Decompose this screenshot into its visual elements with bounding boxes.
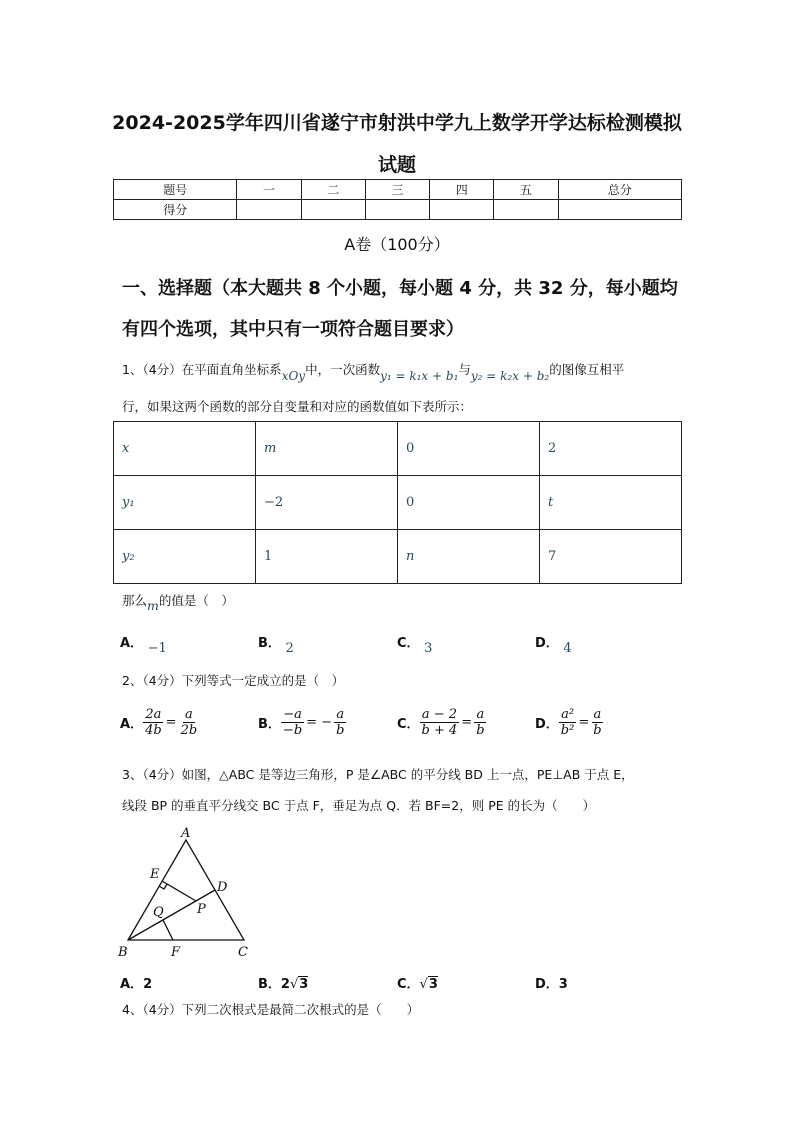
denominator: 4b (145, 723, 162, 738)
fraction (281, 707, 304, 738)
radicand: 3 (299, 977, 309, 992)
denominator: b² (560, 723, 575, 738)
q1-coord: xOy (281, 369, 306, 383)
score-cell: 四 (430, 180, 494, 200)
q1-function-1: y₁ = k₁x + b₁ (380, 369, 459, 383)
question-4-stem: 4、（4分）下列二次根式是最简二次根式的是（ ） (122, 1002, 420, 1017)
label-q: Q (153, 905, 164, 920)
label-c: C (238, 945, 248, 960)
table-cell: n (398, 530, 540, 584)
score-cell: 总分 (558, 180, 681, 200)
table-cell: −2 (256, 476, 398, 530)
sqrt-icon: √ (289, 977, 299, 992)
label-a: A (181, 826, 191, 841)
table-row (114, 476, 682, 530)
page-title: 2024-2025学年四川省遂宁市射洪中学九上数学开学达标检测模拟 (112, 112, 682, 134)
numerator: a (336, 707, 345, 722)
numerator: 2a (145, 707, 162, 722)
numerator: −a (283, 707, 302, 722)
fraction (334, 707, 346, 738)
radicand: 3 (428, 977, 438, 992)
option-coefficient: 2 (280, 977, 290, 992)
q3-triangle-figure (110, 822, 260, 962)
denominator: b (593, 723, 602, 738)
table-cell: m (256, 422, 398, 476)
score-cell: 一 (237, 180, 301, 200)
denominator: b (336, 723, 345, 738)
operator: = (461, 715, 473, 730)
q2-option-b[interactable] (258, 707, 346, 738)
numerator: a (593, 707, 602, 722)
option-label: A． (120, 636, 144, 651)
option-label: A． (120, 717, 144, 732)
fraction (179, 707, 200, 738)
score-value-row (114, 200, 682, 220)
q1-function-2: y₂ = k₂x + b₂ (470, 369, 550, 383)
q1-ask-suffix: 的值是（ ） (158, 593, 234, 608)
numerator: a (476, 707, 485, 722)
section-heading-line2: 有四个选项，其中只有一项符合题目要求） (122, 319, 464, 340)
option-value: 4 (563, 641, 572, 656)
question-2-stem: 2、（4分）下列等式一定成立的是（ ） (122, 673, 345, 688)
fraction (591, 707, 603, 738)
table-row (114, 422, 682, 476)
q1-mid1: 中，一次函数 (305, 362, 381, 377)
question-1-stem-line2: 行，如果这两个函数的部分自变量和对应的函数值如下表所示： (122, 399, 473, 414)
q1-value-table (113, 421, 682, 584)
score-cell: 五 (494, 180, 558, 200)
score-cell: 三 (365, 180, 429, 200)
q2-option-d[interactable] (535, 707, 604, 738)
table-cell: 0 (398, 476, 540, 530)
q1-option-a[interactable] (120, 632, 167, 656)
option-label: D． (535, 717, 559, 732)
page-title-line2: 试题 (377, 154, 416, 176)
label-f: F (171, 945, 181, 960)
table-cell: y₂ (114, 530, 256, 584)
q1-prefix: 1、（4分）在平面直角坐标系 (122, 362, 282, 377)
q3-option-d[interactable] (535, 973, 568, 992)
volume-heading: A卷（100分） (344, 235, 450, 254)
score-input-cell[interactable] (558, 200, 681, 220)
fraction (420, 707, 460, 738)
q3-option-b[interactable] (258, 973, 308, 992)
fraction (143, 707, 164, 738)
question-3-stem-line2: 线段 BP 的垂直平分线交 BC 于点 F，垂足为点 Q．若 BF=2，则 PE 的长为（ ） (122, 798, 596, 813)
q3-option-a[interactable] (120, 973, 152, 992)
score-cell: 题号 (114, 180, 237, 200)
denominator: 2b (180, 723, 198, 738)
fraction (474, 707, 486, 738)
table-cell: 1 (256, 530, 398, 584)
question-1-stem (122, 360, 625, 383)
score-header-row (114, 180, 682, 200)
table-cell: 0 (398, 422, 540, 476)
q1-option-d[interactable] (535, 632, 572, 656)
numerator: a² (561, 707, 575, 722)
score-input-cell[interactable] (365, 200, 429, 220)
table-cell: y₁ (114, 476, 256, 530)
option-label: C． (397, 717, 420, 732)
q1-mid2: 与 (458, 362, 471, 377)
q2-option-c[interactable] (397, 707, 487, 738)
q1-ask-prefix: 那么 (122, 593, 148, 608)
q1-suffix: 的图像互相平 (549, 362, 625, 377)
option-label: B． (258, 636, 281, 651)
option-label: C． (397, 636, 420, 651)
operator: = (165, 715, 177, 730)
table-cell: t (540, 476, 682, 530)
section-heading: 一、选择题（本大题共 8 个小题，每小题 4 分，共 32 分，每小题均 (122, 278, 678, 299)
option-value: 2 (143, 977, 153, 992)
perpendicular-bisector-qf (163, 920, 173, 940)
fraction (559, 707, 577, 738)
table-cell: 7 (540, 530, 682, 584)
score-table (113, 179, 682, 220)
question-3-stem: 3、（4分）如图，△ABC 是等边三角形，P 是∠ABC 的平分线 BD 上一点，PE⊥AB 于点 E， (122, 767, 634, 782)
perpendicular-pe (162, 881, 196, 901)
option-label: B． (258, 977, 281, 992)
score-cell: 得分 (114, 200, 237, 220)
label-e: E (150, 867, 160, 882)
table-row (114, 530, 682, 584)
table-cell: 2 (540, 422, 682, 476)
score-cell: 二 (301, 180, 365, 200)
numerator: a (184, 707, 193, 722)
q1-ask-var: m (147, 598, 159, 613)
denominator: b + 4 (421, 723, 458, 738)
numerator: a − 2 (421, 707, 458, 722)
q2-option-a[interactable] (120, 707, 199, 738)
score-input-cell[interactable] (301, 200, 365, 220)
table-cell: x (114, 422, 256, 476)
operator: = − (306, 715, 333, 730)
option-label: D． (535, 636, 559, 651)
option-value: 3 (424, 641, 433, 656)
label-d: D (217, 880, 228, 895)
q1-option-c[interactable] (397, 632, 433, 656)
option-label: B． (258, 717, 281, 732)
label-p: P (197, 902, 206, 917)
score-input-cell[interactable] (430, 200, 494, 220)
sqrt-icon: √ (419, 977, 428, 992)
denominator: b (476, 723, 485, 738)
option-label: C． (397, 977, 420, 992)
option-value: 2 (285, 641, 294, 656)
option-value: −1 (147, 641, 167, 656)
q3-option-c[interactable] (397, 973, 438, 992)
denominator: −b (282, 723, 303, 738)
operator: = (578, 715, 590, 730)
question-1-ask (122, 591, 234, 613)
label-b: B (118, 945, 128, 960)
score-input-cell[interactable] (237, 200, 301, 220)
q1-option-b[interactable] (258, 632, 294, 656)
score-input-cell[interactable] (494, 200, 558, 220)
option-label: D． (535, 977, 559, 992)
option-value: 3 (558, 977, 568, 992)
option-label: A． (120, 977, 144, 992)
